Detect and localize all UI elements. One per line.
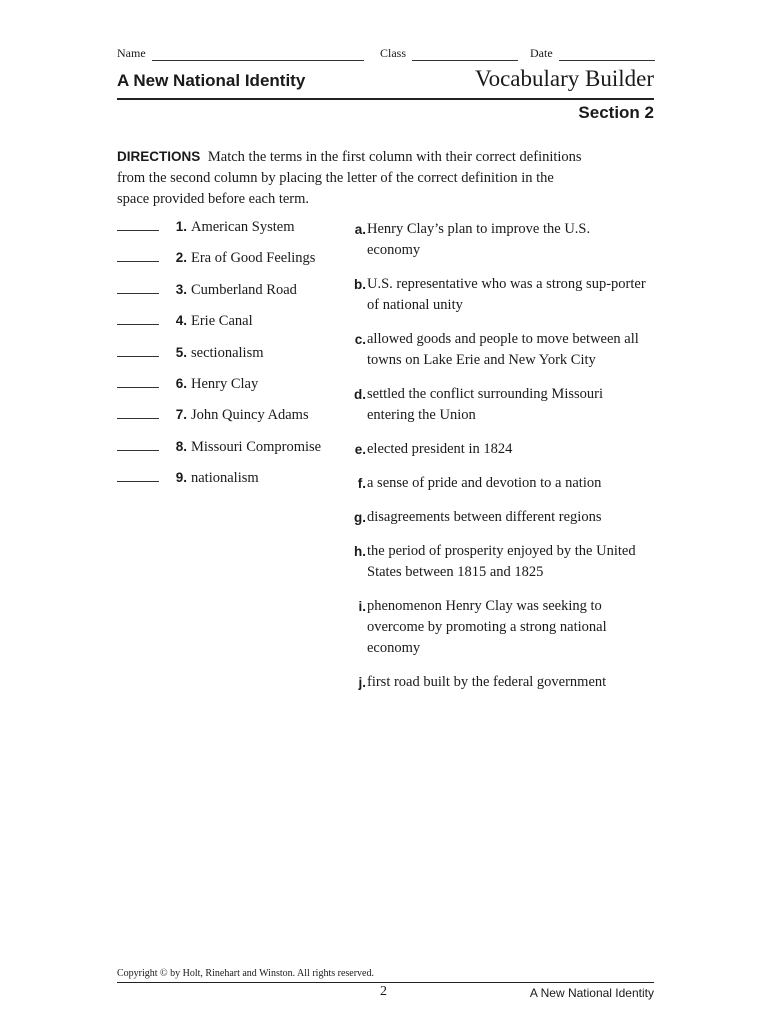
term-text: Missouri Compromise (191, 438, 322, 455)
term-number: 6. (175, 375, 187, 391)
footer-rule (117, 982, 654, 983)
definition-letter: d. (354, 387, 366, 402)
term-number: 7. (175, 407, 187, 423)
definition-text: phenomenon Henry Clay was seeking to overcome by promoting a strong national economy (367, 598, 607, 656)
answer-blank[interactable] (117, 220, 159, 231)
term-row (117, 470, 347, 501)
terms-column (117, 219, 347, 502)
definition-text: U.S. representative who was a strong sup-porter of national unity (367, 276, 646, 313)
answer-blank[interactable] (117, 471, 159, 482)
class-field[interactable] (380, 46, 518, 61)
term-number: 4. (175, 313, 187, 329)
definition-item (346, 384, 646, 426)
definition-item (346, 274, 646, 316)
answer-blank[interactable] (117, 251, 159, 262)
term-row (117, 407, 347, 438)
definition-item (346, 672, 646, 693)
definitions-column (346, 219, 646, 706)
definition-text: disagreements between different regions (367, 509, 602, 525)
directions (117, 146, 587, 210)
directions-text: Match the terms in the first column with their correct definitions from the second column by placing the letter of the correct definition in the space provided before each term. (117, 149, 582, 207)
definition-letter: i. (358, 599, 366, 614)
term-text: Cumberland Road (191, 281, 297, 298)
definition-item (346, 329, 646, 371)
term-row (117, 282, 347, 313)
definition-item (346, 507, 646, 528)
answer-blank[interactable] (117, 346, 159, 357)
answer-blank[interactable] (117, 377, 159, 388)
definition-letter: a. (354, 222, 366, 237)
date-input-line[interactable] (559, 48, 655, 61)
name-field[interactable] (117, 46, 364, 61)
term-row (117, 439, 347, 470)
definition-letter: f. (357, 476, 366, 491)
date-label: Date (530, 46, 553, 60)
term-row (117, 250, 347, 281)
chapter-title: A New National Identity (117, 71, 306, 90)
section-label: Section 2 (578, 103, 654, 122)
term-number: 5. (175, 344, 187, 360)
name-input-line[interactable] (152, 48, 364, 61)
term-text: Henry Clay (191, 375, 259, 392)
class-input-line[interactable] (412, 48, 518, 61)
name-label: Name (117, 46, 146, 60)
term-text: Era of Good Feelings (191, 250, 316, 267)
header-rule (117, 98, 654, 100)
term-text: John Quincy Adams (191, 407, 309, 424)
term-number: 2. (175, 250, 187, 266)
definition-item (346, 596, 646, 659)
term-number: 8. (175, 438, 187, 454)
definition-letter: e. (354, 442, 366, 457)
definition-letter: g. (354, 510, 366, 525)
term-text: American System (191, 219, 295, 235)
definition-letter: j. (358, 675, 366, 690)
term-number: 9. (175, 470, 187, 486)
definition-letter: b. (354, 277, 366, 292)
footer-title: A New National Identity (529, 986, 654, 1000)
definition-text: a sense of pride and devotion to a nation (367, 475, 602, 491)
definition-item (346, 473, 646, 494)
definition-letter: c. (354, 332, 366, 347)
page-number: 2 (380, 984, 387, 999)
definition-text: first road built by the federal government (367, 674, 607, 690)
definition-text: Henry Clay’s plan to improve the U.S. economy (367, 221, 591, 258)
directions-label: DIRECTIONS (117, 149, 201, 164)
term-text: Erie Canal (191, 313, 253, 330)
term-text: sectionalism (191, 344, 264, 361)
copyright: Copyright © by Holt, Rinehart and Winston. All rights reserved. (117, 968, 374, 979)
definition-text: elected president in 1824 (367, 441, 513, 457)
term-number: 1. (175, 219, 187, 234)
answer-blank[interactable] (117, 408, 159, 419)
date-field[interactable] (530, 46, 655, 61)
definition-text: the period of prosperity enjoyed by the United States between 1815 and 1825 (367, 543, 636, 580)
definition-text: allowed goods and people to move between all towns on Lake Erie and New York City (367, 331, 639, 368)
term-row (117, 376, 347, 407)
answer-blank[interactable] (117, 283, 159, 294)
term-row (117, 219, 347, 250)
definition-letter: h. (354, 544, 366, 559)
class-label: Class (380, 46, 407, 60)
definition-item (346, 219, 646, 261)
worksheet-title: Vocabulary Builder (474, 66, 654, 91)
definition-text: settled the conflict surrounding Missouri entering the Union (367, 386, 603, 423)
definition-item (346, 439, 646, 460)
term-text: nationalism (191, 470, 259, 487)
term-row (117, 313, 347, 344)
definition-item (346, 541, 646, 583)
term-row (117, 345, 347, 376)
answer-blank[interactable] (117, 440, 159, 451)
term-number: 3. (175, 281, 187, 297)
answer-blank[interactable] (117, 314, 159, 325)
